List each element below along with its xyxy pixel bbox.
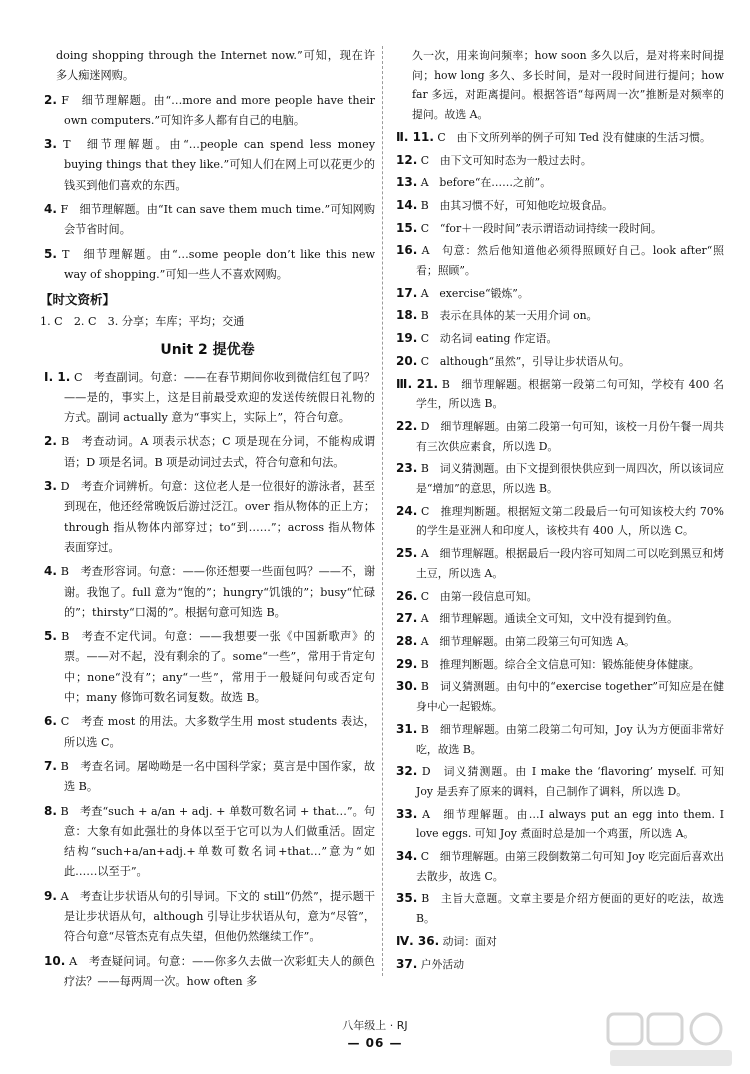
answer-text: C 细节理解题。由第三段倒数第二句可知 Joy 吃完面后喜欢出去散步，故选 C。	[416, 850, 725, 883]
question-number: 3.	[44, 137, 57, 152]
question-number: 2.	[44, 434, 57, 449]
answer-text: A 细节理解题。由…I always put an egg into them. I love eggs. 可知 Joy 煮面时总是加一个鸡蛋，所以选 A。	[416, 807, 724, 841]
left-item	[40, 561, 375, 623]
question-number: 5.	[44, 629, 57, 644]
right-item	[392, 587, 724, 607]
question-number: 15.	[396, 220, 418, 235]
answer-text: B 考查“such + a/an + adj. + 单数可数名词 + that…”。句意：大象有如此强壮的身体以至于它可以为人们做重活。固定结构“such+a/an+adj.+单数可数名词+that…”意为“如此……以至于”。	[60, 804, 375, 879]
right-item	[392, 241, 724, 280]
answer-text: A exercise“锻炼”。	[420, 286, 529, 300]
question-number: Ⅲ. 21.	[396, 376, 439, 391]
question-number: 30.	[396, 679, 418, 694]
answer-text: C 考查 most 的用法。大多数学生用 most students 表达，所以选 C。	[60, 715, 376, 749]
question-number: 10.	[44, 953, 66, 968]
answer-text: A 细节理解题。根据最后一段内容可知周二可以吃到黑豆和烤土豆，所以选 A。	[416, 547, 724, 580]
question-number: 4.	[44, 564, 57, 579]
answer-text: B 考查不定代词。句意：——我想要一张《中国新歌声》的票。——对不起，没有剩余的了。some“一些”，常用于肯定句中；none“没有”；any“一些”，常用于一般疑问句或否定句中；many 修饰可数名词复数。故选 B。	[61, 630, 375, 705]
answer-text: B 词义猜测题。由下文提到很快供应到一周四次，所以该词应是“增加”的意思，所以选 B。	[416, 462, 725, 496]
answer-text: C 动名词 eating 作定语。	[420, 332, 558, 346]
question-number: 24.	[396, 503, 418, 518]
question-number: Ⅰ. 1.	[44, 369, 71, 384]
answer-text: A 细节理解题。由第二段第三句可知选 A。	[420, 634, 636, 648]
column-divider	[382, 46, 383, 976]
right-item	[392, 284, 724, 304]
right-item	[392, 847, 724, 886]
left-pre-item	[40, 90, 375, 132]
right-item	[392, 932, 724, 952]
question-number: 16.	[396, 243, 418, 258]
answer-text: C 考查副词。句意：——在春节期间你收到微信红包了吗？——是的，事实上，这是目前最受欢迎的发送传统假日礼物的方式。副词 actually 意为“事实上，实际上”，符合句意。	[64, 370, 375, 425]
left-top-continuation: doing shopping through the Internet now.”可知，现在许多人痴迷网购。	[56, 49, 375, 83]
right-item	[392, 219, 724, 239]
right-item	[392, 151, 724, 171]
answer-text: A 考查让步状语从句的引导词。下文的 still“仍然”，提示题干是让步状语从句，although 引导让步状语从句，意为“尽管”，符合句意“尽管杰克有点失望，但他仍然继续工作”。	[60, 889, 375, 944]
left-item	[40, 476, 375, 558]
right-item	[392, 609, 724, 629]
answer-text: C although“虽然”，引导让步状语从句。	[420, 354, 630, 368]
answer-text: A 细节理解题。通读全文可知，文中没有提到钓鱼。	[420, 612, 678, 626]
news-answers: 1. C 2. C 3. 分享；车库；平均；交通	[40, 315, 245, 329]
right-item	[392, 417, 724, 456]
left-column	[40, 46, 375, 995]
answer-text: B 细节理解题。根据第一段第二句可知，学校有 400 名学生，所以选 B。	[416, 377, 725, 411]
answer-text: C 由下文所列举的例子可知 Ted 没有健康的生活习惯。	[437, 130, 711, 144]
right-item	[392, 128, 724, 148]
question-number: 34.	[396, 849, 418, 864]
left-item	[40, 756, 375, 798]
right-item	[392, 720, 724, 759]
page-number: — 06 —	[347, 1036, 403, 1050]
question-number: 17.	[396, 285, 418, 300]
question-number: 20.	[396, 353, 418, 368]
question-number: 32.	[396, 764, 418, 779]
answer-text: 户外活动	[420, 957, 465, 971]
left-pre-item	[40, 244, 375, 286]
answer-text: B 词义猜测题。由句中的“exercise together”可知应是在健身中心一起锻炼。	[416, 680, 724, 714]
right-item	[392, 352, 724, 372]
question-number: 7.	[44, 758, 57, 773]
right-item	[392, 762, 724, 801]
answer-text: A 句意：然后他知道他必须得照顾好自己。look after“照看；照顾”。	[416, 244, 724, 278]
unit-title: Unit 2 提优卷	[160, 341, 255, 358]
left-item	[40, 951, 375, 993]
answer-text: B 由其习惯不好，可知他吃垃圾食品。	[420, 198, 614, 212]
question-number: 6.	[44, 714, 57, 729]
grade-label: 八年级上 · RJ	[342, 1019, 408, 1032]
question-number: 5.	[44, 246, 57, 261]
right-item	[392, 632, 724, 652]
answer-text: B 主旨大意题。文章主要是介绍方便面的更好的吃法，故选 B。	[416, 892, 725, 926]
answer-text: D 考查介词辨析。句意：这位老人是一位很好的游泳者，甚至到现在，他还经常晚饭后游过泛江。over 指从物体的正上方；through 指从物体内部穿过；to“到……”；across 指从物体表面穿过。	[60, 480, 375, 554]
answer-text: 动词：面对	[442, 934, 497, 948]
answer-text: D 词义猜测题。由 I make the ‘flavoring’ myself. 可知 Joy 是丢弃了原来的调料，自己制作了调料，所以选 D。	[416, 765, 724, 798]
question-number: 18.	[396, 308, 418, 323]
question-number: 14.	[396, 197, 418, 212]
left-item	[40, 711, 375, 753]
right-item	[392, 544, 724, 583]
question-number: 22.	[396, 418, 418, 433]
answer-text: B 细节理解题。由第二段第二句可知，Joy 认为方便面非常好吃，故选 B。	[416, 722, 724, 756]
question-number: 23.	[396, 461, 418, 476]
answer-text: B 考查形容词。句意：——你还想要一些面包吗？——不，谢谢。我饱了。full 意为“饱的”；hungry“饥饿的”；busy“忙碌的”；thirsty“口渴的”。根据句意可知选 B。	[60, 565, 376, 619]
question-number: Ⅱ. 11.	[396, 129, 434, 144]
question-number: 9.	[44, 888, 57, 903]
question-number: 29.	[396, 656, 418, 671]
right-top-continuation: 久一次，用来询问频率；how soon 多久以后，是对将来时间提问；how long 多久、多长时间，是对一段时间进行提问；how far 多远，对距离提问。根据答语“每两周一次”推断是对频率的提问。故选 A。	[412, 49, 724, 122]
answer-text: B 推理判断题。综合全文信息可知：锻炼能使身体健康。	[420, 657, 700, 671]
answer-text: A before“在……之前”。	[420, 176, 552, 190]
right-item	[392, 889, 724, 928]
right-item	[392, 805, 724, 844]
answer-text: T 细节理解题。由“…people can spend less money buying things that they like.”可知人们在网上可以花更少的钱买到他们喜欢的东西。	[63, 138, 375, 192]
left-item	[40, 367, 375, 429]
question-number: 35.	[396, 891, 418, 906]
answer-text: C 推理判断题。根据短文第二段最后一句可知该校大约 70% 的学生是亚洲人和印度人，该校共有 400 人，所以选 C。	[416, 504, 724, 538]
question-number: 27.	[396, 611, 418, 626]
right-item	[392, 173, 724, 193]
question-number: Ⅳ. 36.	[396, 933, 440, 948]
news-heading: 【时文资析】	[40, 292, 116, 308]
right-item	[392, 655, 724, 675]
right-item	[392, 329, 724, 349]
answer-text: C 由第一段信息可知。	[420, 589, 538, 603]
left-item	[40, 626, 375, 708]
question-number: 25.	[396, 546, 418, 561]
answer-text: A 考查疑问词。句意：——你多久去做一次彩虹夫人的颜色疗法？——每两周一次。how often 多	[64, 954, 375, 988]
question-number: 19.	[396, 331, 418, 346]
right-item	[392, 196, 724, 216]
question-number: 28.	[396, 633, 418, 648]
right-item	[392, 502, 724, 541]
answer-text: C 由下文可知时态为一般过去时。	[420, 153, 592, 167]
right-item	[392, 306, 724, 326]
answer-text: F 细节理解题。由“It can save them much time.”可知网购会节省时间。	[60, 203, 375, 237]
left-item	[40, 886, 375, 948]
right-column	[392, 46, 724, 977]
left-item	[40, 431, 375, 473]
question-number: 33.	[396, 806, 418, 821]
question-number: 26.	[396, 588, 418, 603]
answer-text: D 细节理解题。由第二段第一句可知，该校一月份午餐一周共有三次供应素食，所以选 D。	[416, 419, 724, 453]
left-item	[40, 801, 375, 883]
answer-text: T 细节理解题。由“…some people don’t like this new way of shopping.”可知一些人不喜欢网购。	[61, 247, 376, 281]
left-pre-item	[40, 199, 375, 241]
question-number: 31.	[396, 721, 418, 736]
right-item	[392, 459, 724, 498]
question-number: 37.	[396, 956, 418, 971]
answer-text: F 细节理解题。由“…more and more people have their own computers.”可知许多人都有自己的电脑。	[61, 93, 375, 127]
answer-text: B 考查动词。A 项表示状态；C 项是现在分词，不能构成谓语；D 项是名词。B 项是动词过去式，符合句意和句法。	[61, 435, 375, 469]
question-number: 3.	[44, 479, 57, 494]
answer-text: B 考查名词。屠呦呦是一名中国科学家；莫言是中国作家，故选 B。	[60, 759, 376, 794]
right-item	[392, 955, 724, 975]
question-number: 2.	[44, 92, 57, 107]
answer-text: B 表示在具体的某一天用介词 on。	[420, 309, 598, 323]
right-item	[392, 677, 724, 716]
question-number: 4.	[44, 202, 57, 217]
question-number: 13.	[396, 175, 418, 190]
right-item	[392, 375, 724, 414]
question-number: 8.	[44, 803, 57, 818]
left-pre-item	[40, 134, 375, 196]
question-number: 12.	[396, 152, 418, 167]
watermark-logo	[606, 1010, 736, 1070]
answer-text: C “for＋一段时间”表示谓语动词持续一段时间。	[420, 221, 662, 235]
